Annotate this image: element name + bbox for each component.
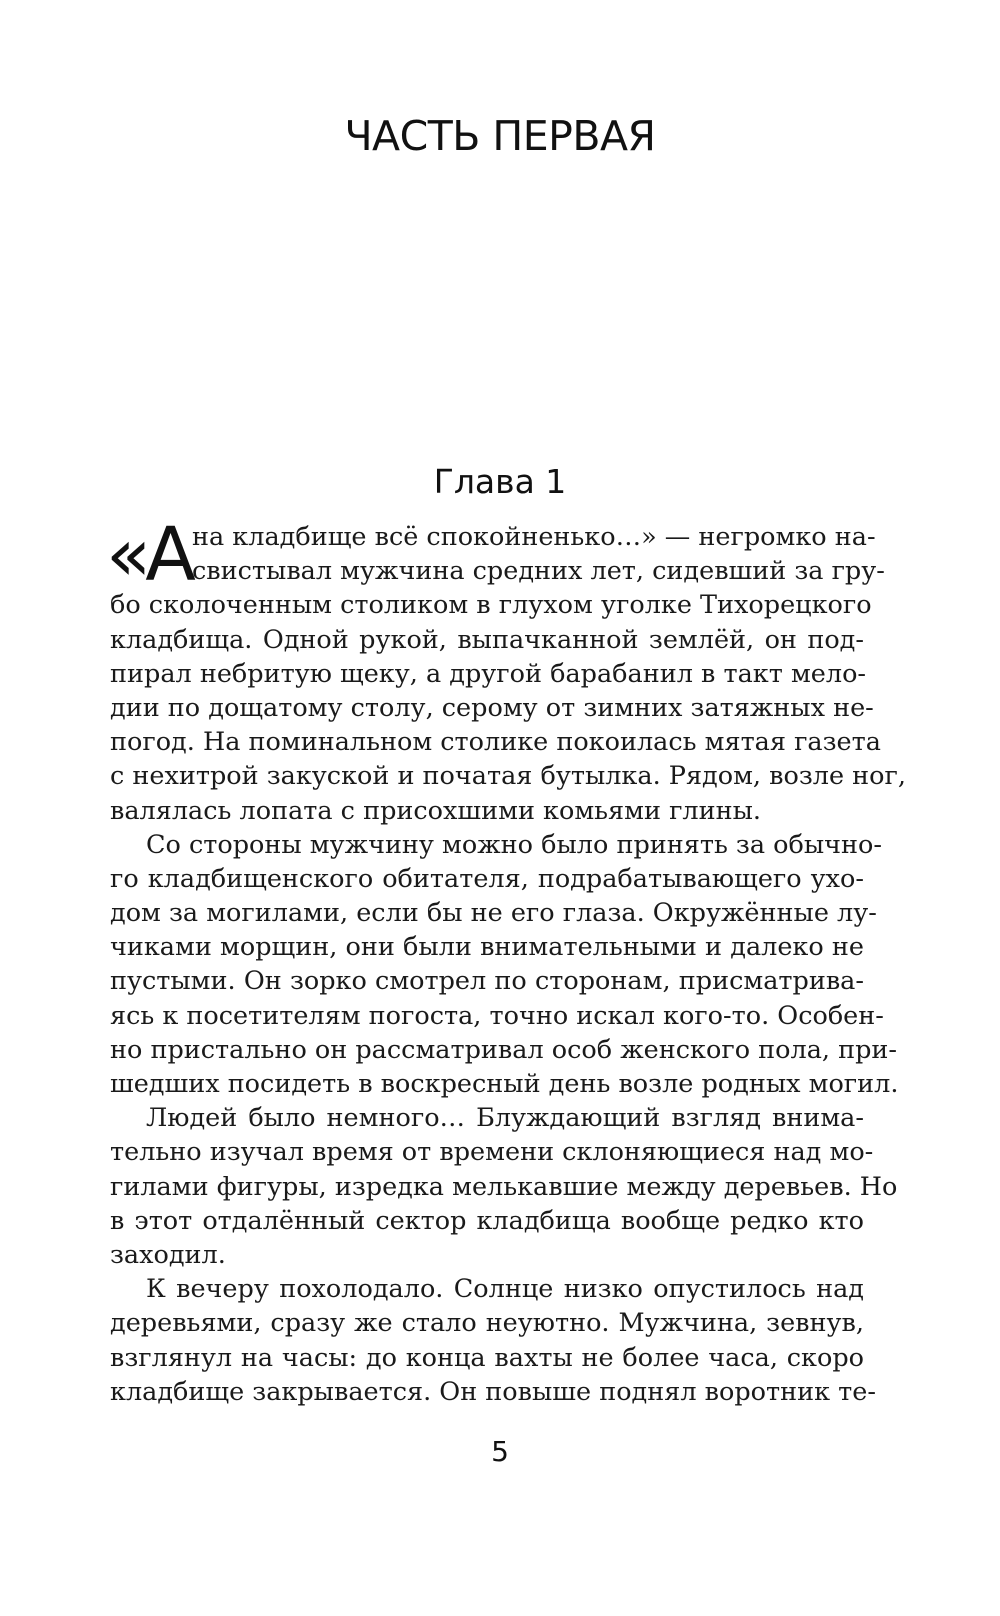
part-title: ЧАСТЬ ПЕРВАЯ	[344, 112, 656, 160]
text-line: в этот отдалённый сектор кладбища вообще редко кто	[110, 1205, 864, 1236]
text-line: дом за могилами, если бы не его глаза. Окружённые лу-	[110, 898, 877, 929]
text-line: кладбище закрывается. Он повыше поднял воротник те-	[110, 1376, 876, 1407]
text-line: гилами фигуры, изредка мелькавшие между деревьев. Но	[110, 1171, 898, 1202]
text-line: шедших посидеть в воскресный день возле родных могил.	[110, 1069, 899, 1099]
text-line: кладбища. Одной рукой, выпачканной землёй, он под-	[110, 624, 864, 655]
text-line: К вечеру похолодало. Солнце низко опустилось над	[146, 1274, 864, 1305]
text-line: свистывал мужчина средних лет, сидевший за гру-	[192, 556, 885, 587]
paragraph	[110, 1101, 898, 1272]
page-number: 5	[491, 1435, 509, 1468]
text-line: ясь к посетителям погоста, точно искал кого-то. Особен-	[110, 1000, 884, 1031]
text-line: заходил.	[110, 1239, 226, 1270]
text-line: бо сколоченным столиком в глухом уголке Тихорецкого	[110, 590, 872, 621]
text-line: пирал небритую щеку, а другой барабанил в такт мело-	[110, 658, 867, 689]
body-text	[110, 520, 906, 1409]
paragraph	[110, 520, 906, 828]
text-line: чиками морщин, они были внимательными и далеко не	[110, 932, 864, 963]
text-line: валялась лопата с присохшими комьями глины.	[110, 795, 762, 826]
text-line: с нехитрой закуской и початая бутылка. Рядом, возле ног,	[110, 761, 906, 792]
text-line: го кладбищенского обитателя, подрабатывающего ухо-	[110, 863, 864, 894]
text-line: тельно изучал время от времени склоняющиеся над мо-	[110, 1137, 874, 1168]
paragraph	[110, 1272, 876, 1409]
chapter-title: Глава 1	[433, 462, 567, 501]
text-line: взглянул на часы: до конца вахты не более часа, скоро	[110, 1342, 864, 1373]
text-line: пустыми. Он зорко смотрел по сторонам, присматрива-	[110, 966, 864, 997]
text-line: дии по дощатому столу, серому от зимних затяжных не-	[110, 692, 874, 723]
text-line: на кладбище всё спокойненько…» — негромко на-	[192, 522, 876, 552]
text-line: деревьями, сразу же стало неуютно. Мужчина, зевнув,	[110, 1308, 864, 1339]
text-line: погод. На поминальном столике покоилась мятая газета	[110, 727, 881, 758]
text-line: Людей было немного… Блуждающий взгляд внима-	[146, 1103, 864, 1134]
paragraph	[110, 828, 899, 1102]
text-line: но пристально он рассматривал особ женского пола, при-	[110, 1034, 898, 1065]
text-line: Со стороны мужчину можно было принять за обычно-	[146, 829, 882, 860]
drop-cap: «А	[106, 512, 190, 598]
